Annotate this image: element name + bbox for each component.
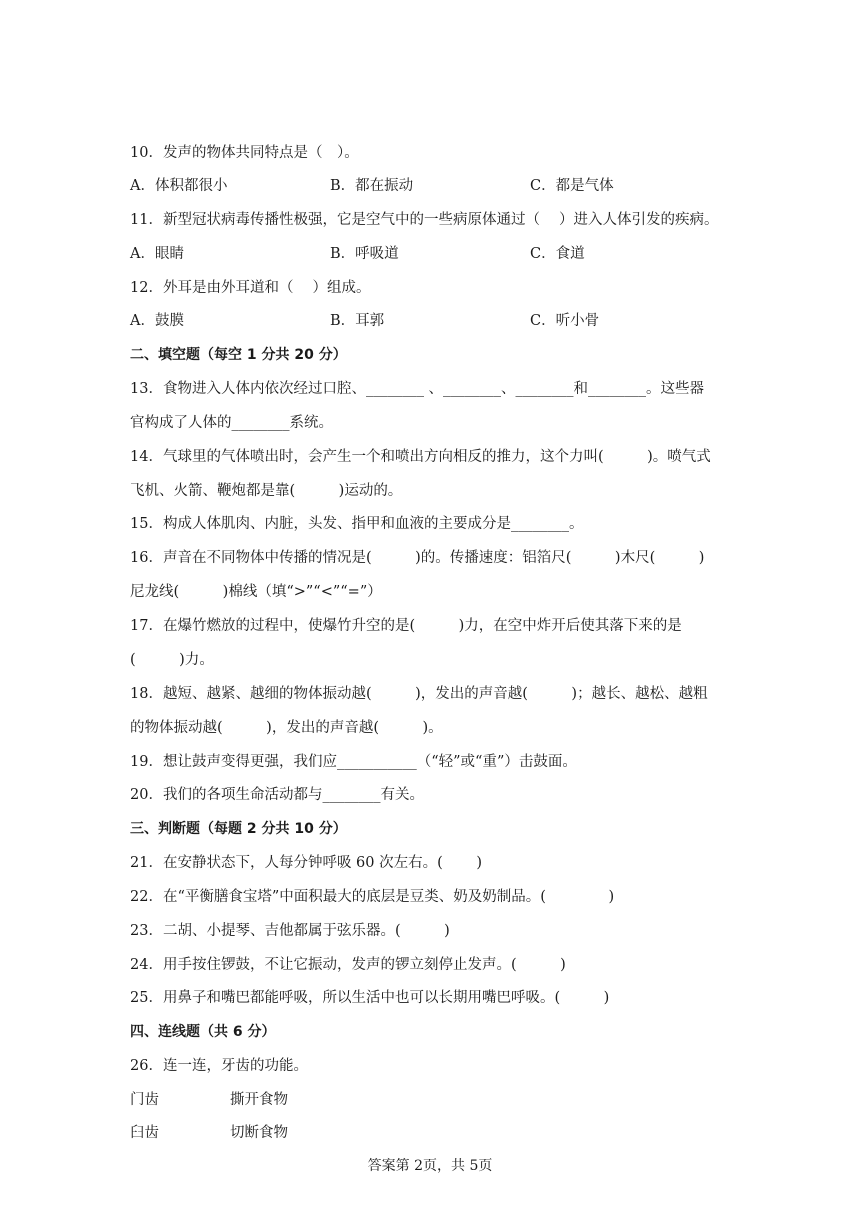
q12-option-b: B．耳郭 <box>330 313 385 329</box>
section-matching-title: 四、连线题（共 6 分） <box>130 1024 276 1040</box>
q24-stem: 24．用手按住锣鼓，不让它振动，发声的锣立刻停止发声。( ) <box>130 957 566 973</box>
q26-stem: 26．连一连，牙齿的功能。 <box>130 1058 308 1074</box>
q11-option-c: C．食道 <box>530 246 585 262</box>
q17-line2: ( )力。 <box>130 652 214 668</box>
q23-stem: 23．二胡、小提琴、吉他都属于弦乐器。( ) <box>130 923 450 939</box>
section-judgement-title: 三、判断题（每题 2 分共 10 分） <box>130 821 347 837</box>
q11-option-a: A．眼睛 <box>130 246 184 262</box>
section-fill-blank-title: 二、填空题（每空 1 分共 20 分） <box>130 347 347 363</box>
q16-line1: 16．声音在不同物体中传播的情况是( )的。传播速度：铝箔尺( )木尺( ) <box>130 550 705 566</box>
q10-option-a: A．体积都很小 <box>130 178 228 194</box>
q10-option-c: C．都是气体 <box>530 178 614 194</box>
q26-right-item: 撕开食物 <box>230 1092 288 1108</box>
q26-right-item-2: 切断食物 <box>230 1125 288 1141</box>
q13-line1: 13．食物进入人体内依次经过口腔、________ 、________、________和________。这些器 <box>130 381 705 397</box>
page-footer: 答案第 2页，共 5页 <box>367 1158 493 1174</box>
q16-line2: 尼龙线( )棉线（填“>”“<”“=”） <box>130 584 382 600</box>
q12-option-c: C．听小骨 <box>530 313 600 329</box>
q14-line2: 飞机、火箭、鞭炮都是靠( )运动的。 <box>130 483 403 499</box>
q19-stem: 19．想让鼓声变得更强，我们应___________（“轻”或“重”）击鼓面。 <box>130 754 577 770</box>
q14-line1: 14．气球里的气体喷出时，会产生一个和喷出方向相反的推力，这个力叫( )。喷气式 <box>130 449 711 465</box>
q20-stem: 20．我们的各项生命活动都与________有关。 <box>130 787 424 803</box>
q22-stem: 22．在“平衡膳食宝塔”中面积最大的底层是豆类、奶及奶制品。( ) <box>130 889 615 905</box>
q18-line1: 18．越短、越紧、越细的物体振动越( )，发出的声音越( )；越长、越松、越粗 <box>130 686 708 702</box>
q21-stem: 21．在安静状态下，人每分钟呼吸 60 次左右。( ) <box>130 855 483 871</box>
q10-stem: 10．发声的物体共同特点是（ ）。 <box>130 145 359 161</box>
q26-left-item-2: 臼齿 <box>130 1125 159 1141</box>
q11-stem: 11．新型冠状病毒传播性极强，它是空气中的一些病原体通过（ ）进入人体引发的疾病。 <box>130 212 719 228</box>
q12-stem: 12．外耳是由外耳道和（ ）组成。 <box>130 280 371 296</box>
q26-left-item: 门齿 <box>130 1092 159 1108</box>
q25-stem: 25．用鼻子和嘴巴都能呼吸，所以生活中也可以长期用嘴巴呼吸。( ) <box>130 990 610 1006</box>
q15-stem: 15．构成人体肌肉、内脏，头发、指甲和血液的主要成分是________。 <box>130 516 584 532</box>
q10-option-b: B．都在振动 <box>330 178 414 194</box>
q12-option-a: A．鼓膜 <box>130 313 184 329</box>
q17-line1: 17．在爆竹燃放的过程中，使爆竹升空的是( )力，在空中炸开后使其落下来的是 <box>130 618 682 634</box>
q11-option-b: B．呼吸道 <box>330 246 399 262</box>
q18-line2: 的物体振动越( )，发出的声音越( )。 <box>130 720 443 736</box>
q13-line2: 官构成了人体的________系统。 <box>130 415 333 431</box>
